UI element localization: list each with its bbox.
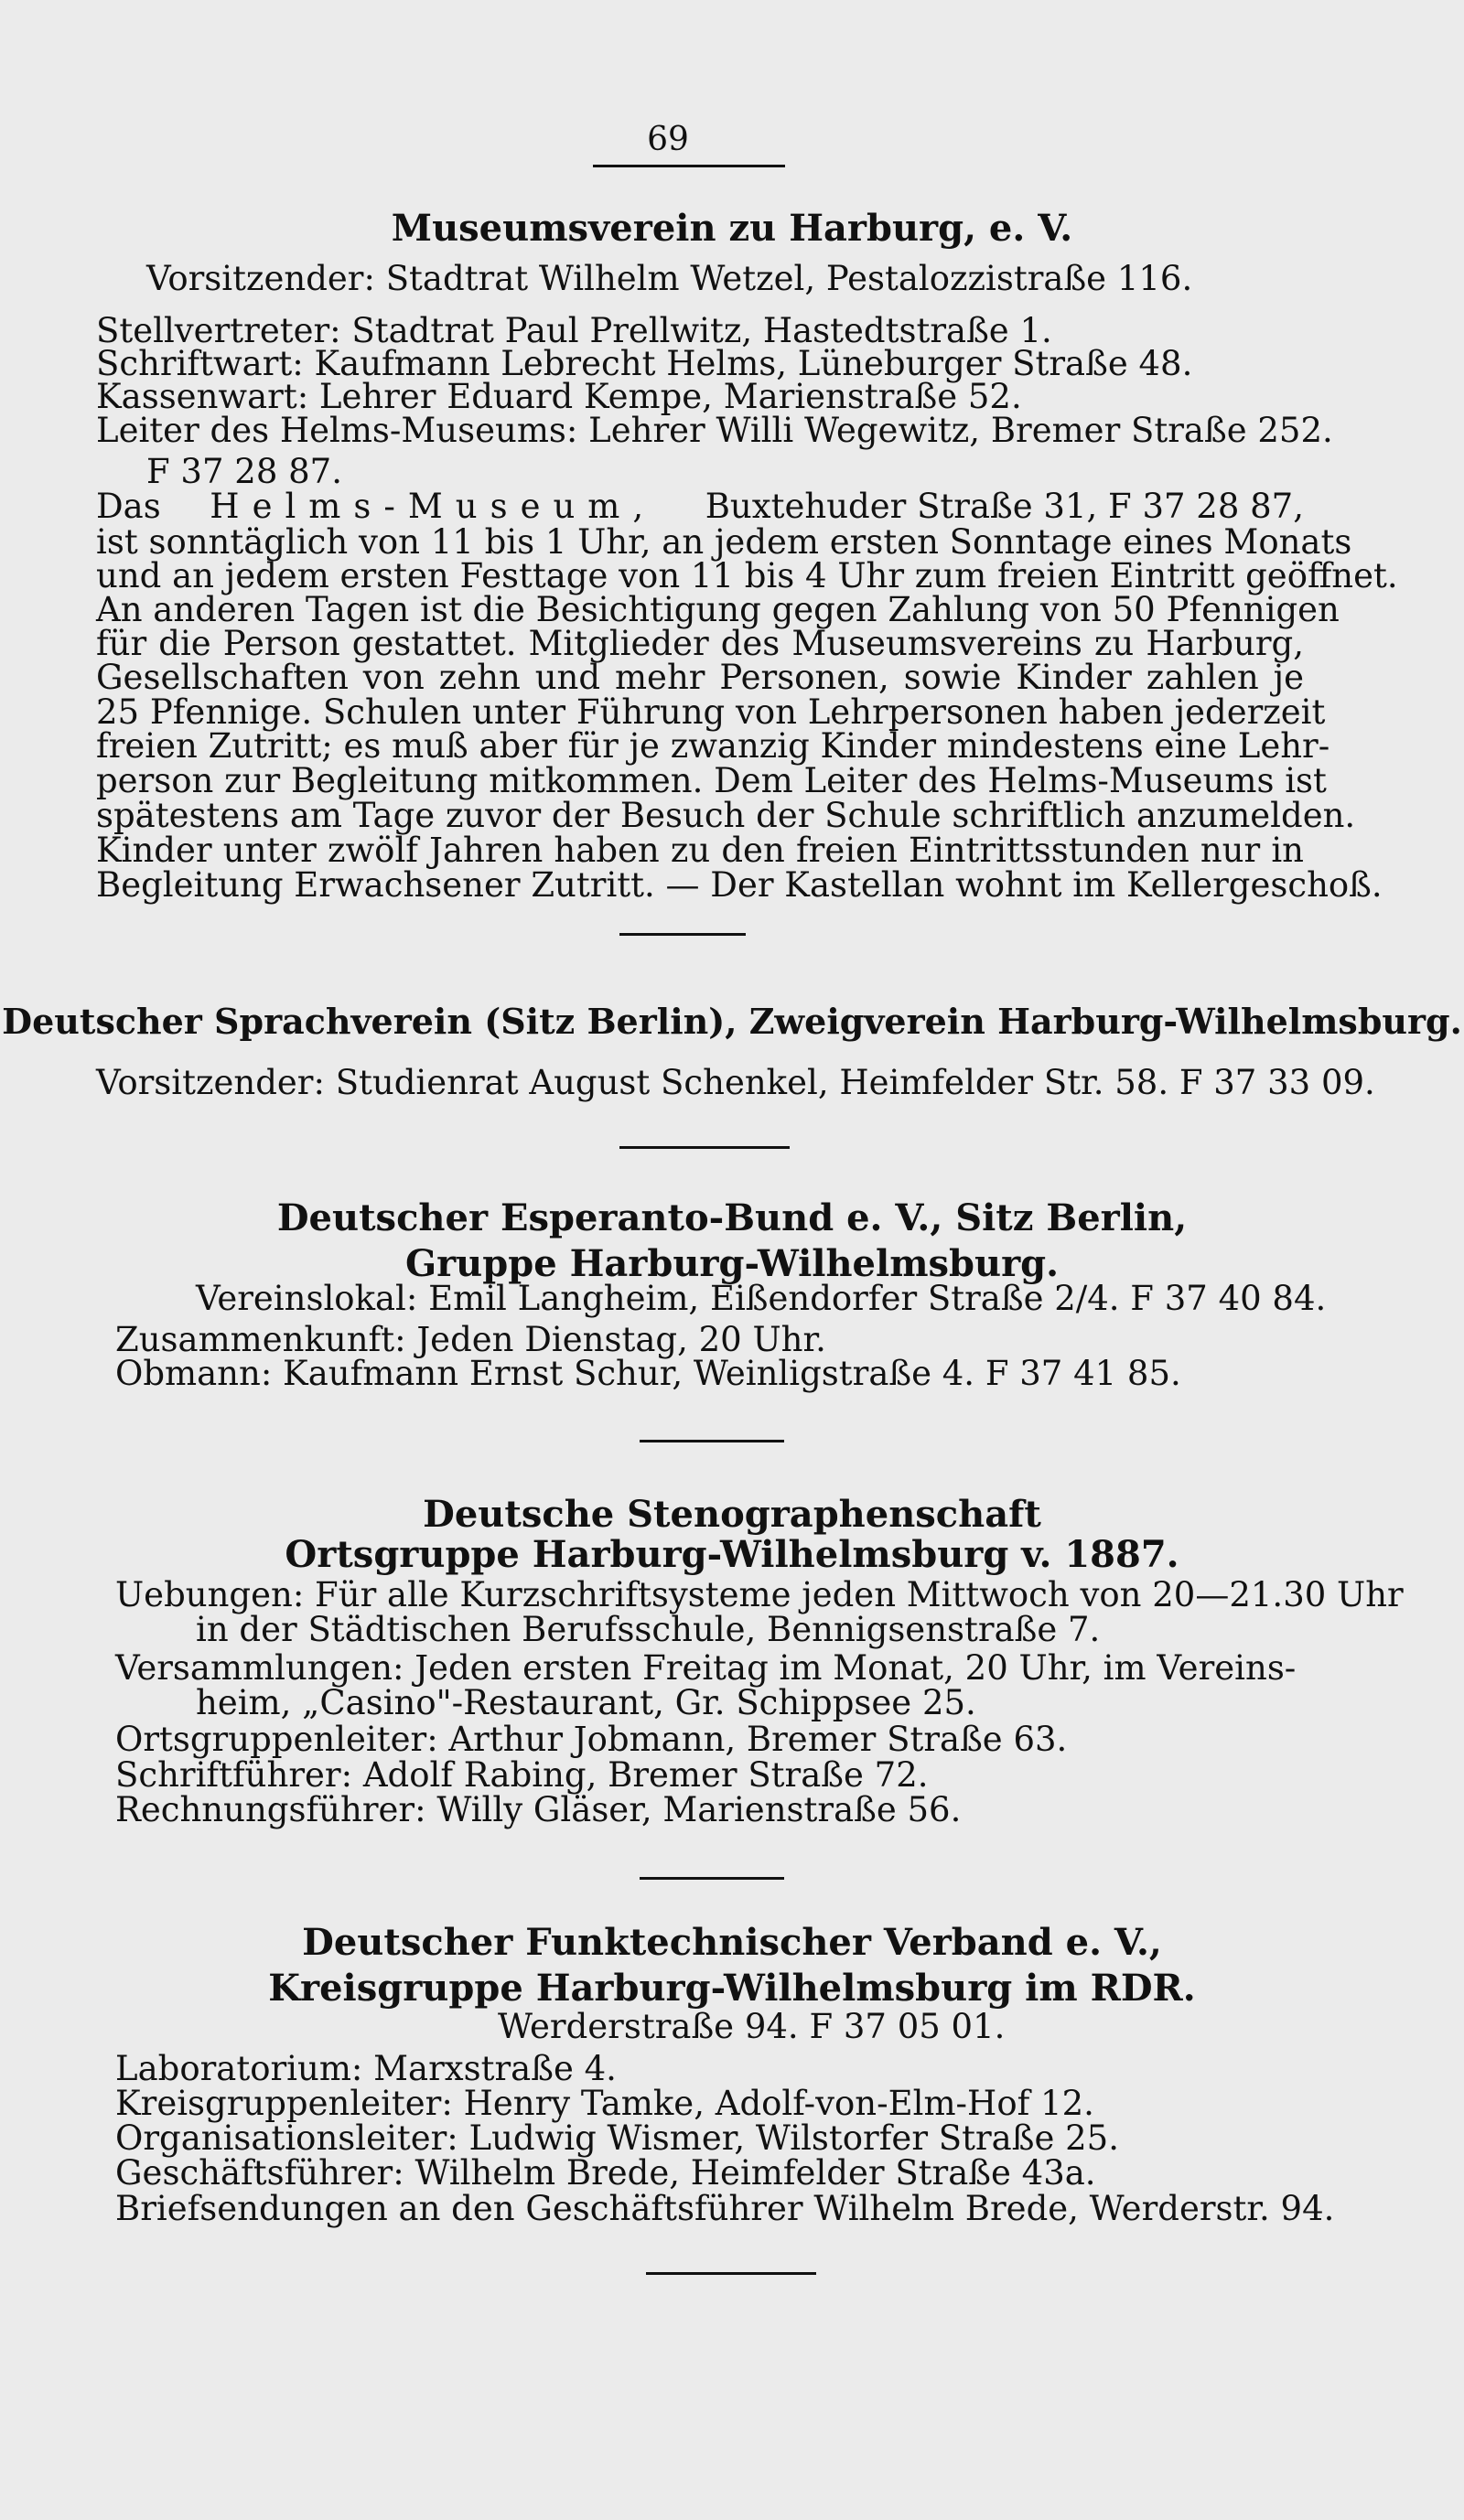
text-line: Gesellschaften von zehn und mehr Personen, sowie Kinder zahlen je	[96, 658, 1304, 697]
text-line: heim, „Casino"-Restaurant, Gr. Schippsee 25.	[196, 1683, 976, 1722]
text-line: Schriftwart: Kaufmann Lebrecht Helms, Lüneburger Straße 48.	[96, 344, 1193, 383]
text-line: person zur Begleitung mitkommen. Dem Leiter des Helms-Museums ist	[96, 761, 1327, 800]
text-line: Zusammenkunft: Jeden Dienstag, 20 Uhr.	[115, 1320, 826, 1359]
section-heading: Deutscher Sprachverein (Sitz Berlin), Zweigverein Harburg-Wilhelmsburg.	[2, 1001, 1462, 1042]
section-heading: Museumsverein zu Harburg, e. V.	[391, 207, 1073, 250]
divider	[646, 2272, 816, 2275]
text-line: Werderstraße 94. F 37 05 01.	[498, 2007, 1006, 2046]
text-line: und an jedem ersten Festtage von 11 bis 4 Uhr zum freien Eintritt geöffnet.	[96, 556, 1398, 595]
section-heading: Gruppe Harburg-Wilhelmsburg.	[404, 1242, 1060, 1285]
text-line: Kreisgruppenleiter: Henry Tamke, Adolf-von-Elm-Hof 12.	[115, 2084, 1094, 2123]
text-line: Geschäftsführer: Wilhelm Brede, Heimfelder Straße 43a.	[115, 2153, 1096, 2193]
text-span: Buxtehuder Straße 31, F 37 28 87,	[705, 487, 1304, 526]
divider	[640, 1440, 784, 1442]
text-line: Briefsendungen an den Geschäftsführer Wilhelm Brede, Werderstr. 94.	[115, 2189, 1335, 2228]
divider	[619, 933, 746, 936]
divider	[619, 1146, 790, 1149]
text-line: spätestens am Tage zuvor der Besuch der Schule schriftlich anzumelden.	[96, 796, 1356, 835]
divider	[593, 165, 785, 167]
divider	[640, 1877, 784, 1880]
section-heading: Ortsgruppe Harburg-Wilhelmsburg v. 1887.	[285, 1533, 1179, 1576]
text-line: Rechnungsführer: Willy Gläser, Marienstraße 56.	[115, 1790, 962, 1829]
text-line: Vorsitzender: Stadtrat Wilhelm Wetzel, Pestalozzistraße 116.	[146, 259, 1193, 298]
text-line	[96, 487, 1304, 526]
text-span: Das	[96, 487, 161, 526]
text-line: Kassenwart: Lehrer Eduard Kempe, Marienstraße 52.	[96, 377, 1022, 416]
page-number: 69	[647, 121, 689, 158]
text-span: Helms-Museum,	[210, 487, 657, 526]
section-heading: Deutsche Stenographenschaft	[423, 1493, 1041, 1536]
section-heading: Deutscher Esperanto-Bund e. V., Sitz Berlin,	[276, 1196, 1188, 1239]
text-line: Organisationsleiter: Ludwig Wismer, Wilstorfer Straße 25.	[115, 2118, 1119, 2158]
text-line: für die Person gestattet. Mitglieder des Museumsvereins zu Harburg,	[96, 624, 1304, 663]
text-line: An anderen Tagen ist die Besichtigung gegen Zahlung von 50 Pfennigen	[96, 590, 1340, 629]
text-line: Leiter des Helms-Museums: Lehrer Willi Wegewitz, Bremer Straße 252.	[96, 411, 1333, 450]
text-line: 25 Pfennige. Schulen unter Führung von Lehrpersonen haben jederzeit	[96, 692, 1326, 732]
section-heading: Deutscher Funktechnischer Verband e. V.,	[302, 1921, 1162, 1964]
text-line: freien Zutritt; es muß aber für je zwanzig Kinder mindestens eine Lehr-	[96, 726, 1330, 766]
text-line: Ortsgruppenleiter: Arthur Jobmann, Bremer Straße 63.	[115, 1720, 1068, 1759]
text-line: Versammlungen: Jeden ersten Freitag im Monat, 20 Uhr, im Vereins-	[115, 1648, 1297, 1688]
text-line: Schriftführer: Adolf Rabing, Bremer Straße 72.	[115, 1755, 929, 1795]
text-line: Stellvertreter: Stadtrat Paul Prellwitz, Hastedtstraße 1.	[96, 311, 1052, 350]
text-line: Obmann: Kaufmann Ernst Schur, Weinligstraße 4. F 37 41 85.	[115, 1354, 1181, 1393]
text-line: Laboratorium: Marxstraße 4.	[115, 2049, 617, 2088]
text-line: Kinder unter zwölf Jahren haben zu den freien Eintrittsstunden nur in	[96, 831, 1304, 870]
text-line: Begleitung Erwachsener Zutritt. — Der Kastellan wohnt im Kellergeschoß.	[96, 865, 1383, 905]
section-heading: Kreisgruppe Harburg-Wilhelmsburg im RDR.	[268, 1967, 1196, 2010]
text-line: Uebungen: Für alle Kurzschriftsysteme jeden Mittwoch von 20—21.30 Uhr	[115, 1575, 1404, 1614]
text-line: ist sonntäglich von 11 bis 1 Uhr, an jedem ersten Sonntage eines Monats	[96, 522, 1352, 562]
text-line: Vorsitzender: Studienrat August Schenkel, Heimfelder Str. 58. F 37 33 09.	[96, 1063, 1375, 1102]
text-line: in der Städtischen Berufsschule, Bennigsenstraße 7.	[196, 1610, 1101, 1649]
text-line: Vereinslokal: Emil Langheim, Eißendorfer Straße 2/4. F 37 40 84.	[196, 1279, 1327, 1318]
text-line: F 37 28 87.	[146, 452, 342, 491]
